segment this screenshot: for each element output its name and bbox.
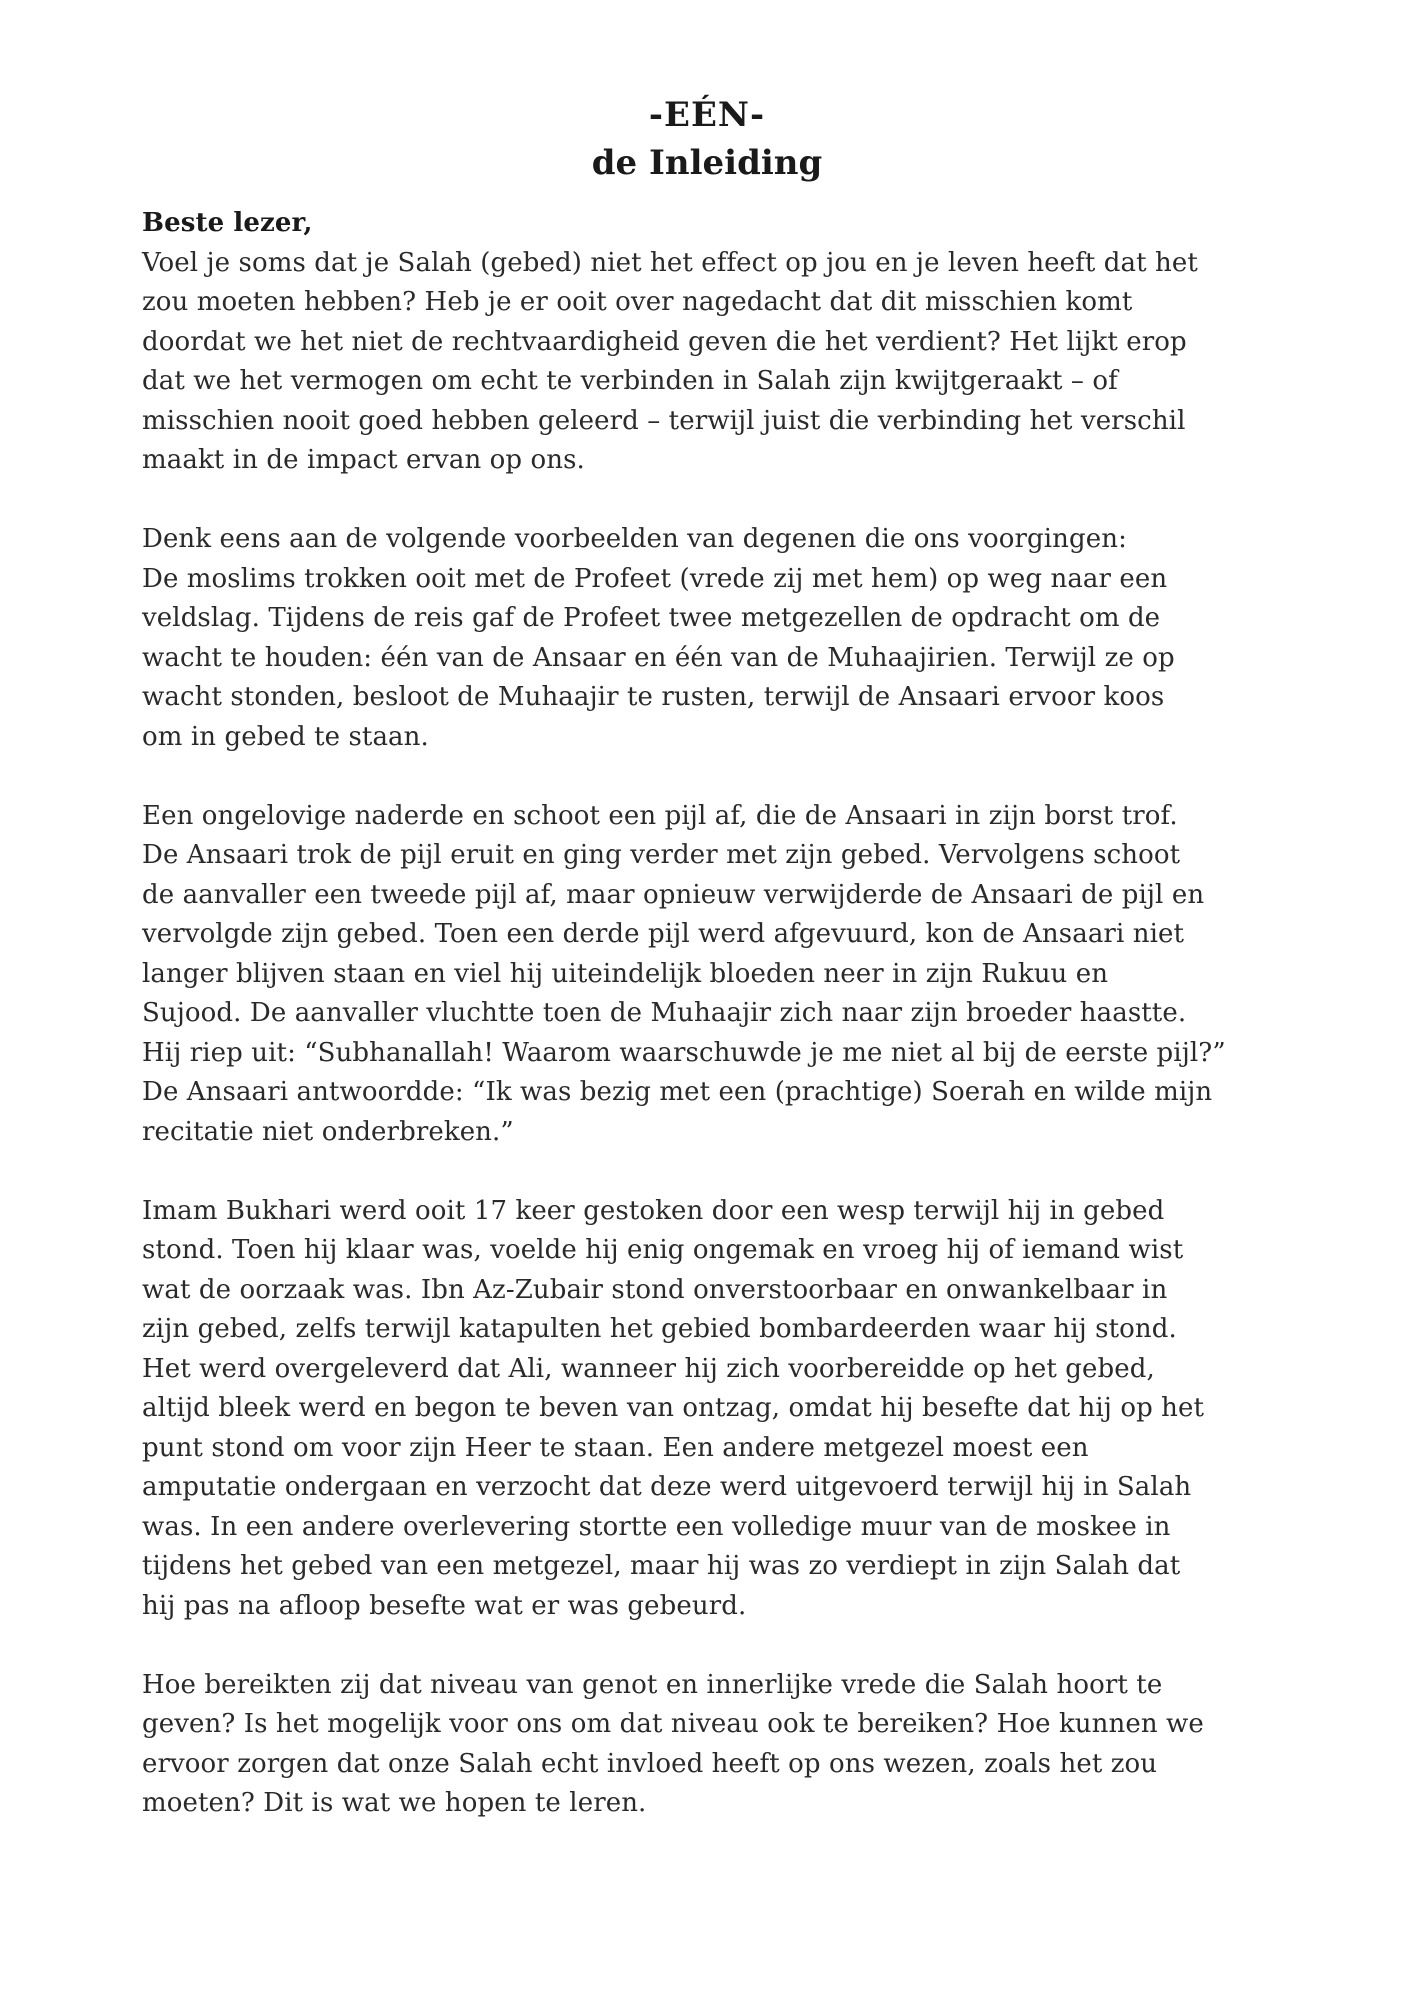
salutation: Beste lezer, bbox=[142, 208, 313, 238]
chapter-number: -EÉN- bbox=[648, 95, 766, 135]
text-line: Een ongelovige naderde en schoot een pijl af, die de Ansaari in zijn borst trof. bbox=[142, 800, 1178, 831]
text-line: zou moeten hebben? Heb je er ooit over nagedacht dat dit misschien komt bbox=[142, 287, 1133, 317]
text-line: Het werd overgeleverd dat Ali, wanneer hij zich voorbereidde op het gebed, bbox=[142, 1353, 1155, 1384]
text-line: wacht te houden: één van de Ansaar en één van de Muhaajirien. Terwijl ze op bbox=[142, 642, 1175, 673]
text-line: recitatie niet onderbreken.” bbox=[142, 1116, 514, 1147]
paragraph-examples bbox=[142, 520, 1292, 757]
text-line: hij pas na afloop besefte wat er was gebeurd. bbox=[142, 1590, 747, 1621]
text-line: de aanvaller een tweede pijl af, maar opnieuw verwijderde de Ansaari de pijl en bbox=[142, 879, 1205, 910]
text-line: zijn gebed, zelfs terwijl katapulten het gebied bombardeerden waar hij stond. bbox=[142, 1314, 1177, 1344]
body-text bbox=[142, 204, 1292, 1863]
text-line: moeten? Dit is wat we hopen te leren. bbox=[142, 1788, 647, 1818]
text-line: amputatie ondergaan en verzocht dat deze werd uitgevoerd terwijl hij in Salah bbox=[142, 1472, 1192, 1502]
text-line: Hij riep uit: “Subhanallah! Waarom waarschuwde je me niet al bij de eerste pijl?” bbox=[142, 1037, 1226, 1068]
text-line: maakt in de impact ervan op ons. bbox=[142, 445, 585, 475]
text-line: De Ansaari antwoordde: “Ik was bezig met een (prachtige) Soerah en wilde mijn bbox=[142, 1077, 1213, 1107]
chapter-header bbox=[0, 90, 1414, 188]
text-line: punt stond om voor zijn Heer te staan. Een andere metgezel moest een bbox=[142, 1432, 1089, 1463]
text-line: De Ansaari trok de pijl eruit en ging verder met zijn gebed. Vervolgens schoot bbox=[142, 840, 1181, 870]
paragraph-other-examples bbox=[142, 1192, 1292, 1627]
paragraph-conclusion bbox=[142, 1666, 1292, 1824]
text-line: geven? Is het mogelijk voor ons om dat niveau ook te bereiken? Hoe kunnen we bbox=[142, 1709, 1204, 1739]
text-line: langer blijven staan en viel hij uiteindelijk bloeden neer in zijn Rukuu en bbox=[142, 958, 1109, 989]
text-line: Voel je soms dat je Salah (gebed) niet het effect op jou en je leven heeft dat het bbox=[142, 247, 1198, 278]
text-line: was. In een andere overlevering stortte een volledige muur van de moskee in bbox=[142, 1511, 1171, 1542]
text-line: om in gebed te staan. bbox=[142, 721, 429, 752]
text-line: Denk eens aan de volgende voorbeelden van degenen die ons voorgingen: bbox=[142, 524, 1127, 554]
text-line: De moslims trokken ooit met de Profeet (vrede zij met hem) op weg naar een bbox=[142, 563, 1168, 594]
text-line: wat de oorzaak was. Ibn Az-Zubair stond onverstoorbaar en onwankelbaar in bbox=[142, 1274, 1168, 1305]
text-line: ervoor zorgen dat onze Salah echt invloed heeft op ons wezen, zoals het zou bbox=[142, 1748, 1158, 1779]
text-line: dat we het vermogen om echt te verbinden in Salah zijn kwijtgeraakt – of bbox=[142, 366, 1118, 396]
text-line: Imam Bukhari werd ooit 17 keer gestoken door een wesp terwijl hij in gebed bbox=[142, 1195, 1165, 1226]
text-line: stond. Toen hij klaar was, voelde hij enig ongemak en vroeg hij of iemand wist bbox=[142, 1235, 1184, 1265]
text-line: tijdens het gebed van een metgezel, maar hij was zo verdiept in zijn Salah dat bbox=[142, 1551, 1181, 1581]
text-line: wacht stonden, besloot de Muhaajir te rusten, terwijl de Ansaari ervoor koos bbox=[142, 682, 1165, 712]
text-line: misschien nooit goed hebben geleerd – terwijl juist die verbinding het verschil bbox=[142, 405, 1186, 436]
paragraph-intro bbox=[142, 244, 1292, 481]
text-line: doordat we het niet de rechtvaardigheid geven die het verdient? Het lijkt erop bbox=[142, 326, 1187, 357]
text-line: Hoe bereikten zij dat niveau van genot en innerlijke vrede die Salah hoort te bbox=[142, 1669, 1163, 1700]
text-line: veldslag. Tijdens de reis gaf de Profeet twee metgezellen de opdracht om de bbox=[142, 603, 1161, 633]
paragraph-ansaari-story bbox=[142, 797, 1292, 1153]
text-line: altijd bleek werd en begon te beven van ontzag, omdat hij besefte dat hij op het bbox=[142, 1393, 1205, 1423]
chapter-title: de Inleiding bbox=[591, 143, 823, 183]
text-line: Sujood. De aanvaller vluchtte toen de Muhaajir zich naar zijn broeder haastte. bbox=[142, 998, 1187, 1028]
text-line: vervolgde zijn gebed. Toen een derde pijl werd afgevuurd, kon de Ansaari niet bbox=[142, 919, 1185, 949]
